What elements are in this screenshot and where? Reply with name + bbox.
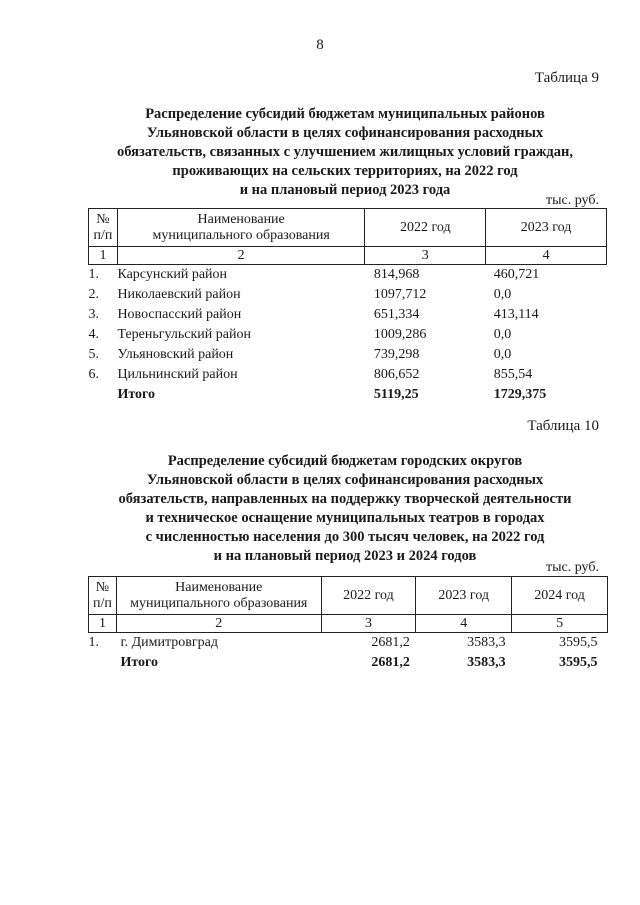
- total-2024: 3595,5: [559, 655, 598, 670]
- header-name: [117, 209, 364, 247]
- index-cell: 3: [321, 615, 416, 633]
- index-cell: 1: [89, 247, 118, 265]
- total-label: Итого: [117, 387, 156, 402]
- row-2023: 460,721: [493, 267, 540, 282]
- index-cell: 4: [416, 615, 512, 633]
- row-2022: 739,298: [373, 347, 420, 362]
- table9-index-row: [89, 247, 607, 265]
- table10-title: [85, 452, 605, 566]
- row-2022: 814,968: [373, 267, 420, 282]
- table9-title-line: обязательств, связанных с улучшением жилищных условий граждан,: [117, 144, 573, 160]
- table-row: [89, 325, 607, 345]
- row-name: Николаевский район: [117, 287, 241, 302]
- header-num-line2: п/п: [93, 595, 112, 611]
- table-row: [89, 265, 607, 286]
- row-num: 6.: [88, 367, 99, 382]
- table10-index-row: [89, 615, 608, 633]
- table9-total-row: [89, 385, 607, 405]
- index-cell: 2: [116, 615, 321, 633]
- index-cell: 4: [486, 247, 607, 265]
- table10-title-line: с численностью населения до 300 тысяч человек, на 2022 год: [145, 529, 545, 545]
- row-2023: 0,0: [493, 327, 512, 342]
- table10-header-row: [89, 577, 608, 615]
- row-name: Тереньгульский район: [117, 327, 251, 342]
- header-num: [89, 209, 118, 247]
- table9: [88, 208, 607, 405]
- table10-title-line: обязательств, направленных на поддержку творческой деятельности: [118, 491, 572, 507]
- header-name-line1: Наименование: [197, 211, 285, 227]
- table-row: [89, 285, 607, 305]
- table9-label: Таблица 9: [534, 70, 599, 86]
- row-2022: 2681,2: [371, 635, 410, 650]
- header-2024: 2024 год: [512, 577, 608, 615]
- table10-total-row: [89, 653, 608, 673]
- table10-title-line: и техническое оснащение муниципальных театров в городах: [145, 510, 545, 526]
- total-2023: 1729,375: [493, 387, 547, 402]
- row-2023: 3583,3: [467, 635, 506, 650]
- header-name-line1: Наименование: [175, 579, 263, 595]
- table-row: [89, 305, 607, 325]
- total-num: [89, 653, 117, 673]
- row-2023: 0,0: [493, 287, 512, 302]
- table10-title-line: Ульяновской области в целях софинансирования расходных: [146, 472, 544, 488]
- row-2022: 1009,286: [373, 327, 427, 342]
- total-label: Итого: [120, 655, 159, 670]
- index-cell: 5: [512, 615, 608, 633]
- table-row: [89, 345, 607, 365]
- table-row: [89, 633, 608, 654]
- index-cell: 2: [117, 247, 364, 265]
- row-2022: 806,652: [373, 367, 420, 382]
- table9-title-line: Ульяновской области в целях софинансирования расходных: [146, 125, 544, 141]
- row-2024: 3595,5: [559, 635, 598, 650]
- row-num: 5.: [88, 347, 99, 362]
- row-num: 4.: [88, 327, 99, 342]
- table10-label: Таблица 10: [527, 418, 599, 434]
- row-num: 1.: [88, 267, 99, 282]
- table10-title-line: Распределение субсидий бюджетам городских округов: [167, 453, 523, 469]
- row-2023: 855,54: [493, 367, 533, 382]
- row-2023: 0,0: [493, 347, 512, 362]
- header-2023: 2023 год: [416, 577, 512, 615]
- row-num: 2.: [88, 287, 99, 302]
- table10-title-line: и на плановый период 2023 и 2024 годов: [213, 548, 477, 564]
- row-num: 3.: [88, 307, 99, 322]
- header-name: [116, 577, 321, 615]
- row-2022: 1097,712: [373, 287, 427, 302]
- row-2022: 651,334: [373, 307, 420, 322]
- header-2022: 2022 год: [321, 577, 416, 615]
- total-2023: 3583,3: [467, 655, 506, 670]
- header-num-line2: п/п: [93, 227, 113, 243]
- header-2023: 2023 год: [486, 209, 607, 247]
- row-name: Новоспасский район: [117, 307, 242, 322]
- header-num: [89, 577, 117, 615]
- index-cell: 1: [89, 615, 117, 633]
- table9-title: [95, 105, 595, 200]
- header-2022: 2022 год: [365, 209, 486, 247]
- header-name-line2: муниципального образования: [130, 595, 308, 611]
- header-name-line2: муниципального образования: [152, 227, 330, 243]
- header-num-line1: №: [95, 579, 110, 595]
- total-num: [89, 385, 118, 405]
- row-num: 1.: [88, 635, 99, 650]
- table9-units: тыс. руб.: [546, 193, 599, 208]
- row-name: Цильнинский район: [117, 367, 238, 382]
- row-2023: 413,114: [493, 307, 539, 322]
- table9-title-line: и на плановый период 2023 года: [239, 182, 451, 198]
- row-name: г. Димитровград: [120, 635, 218, 650]
- table9-header-row: [89, 209, 607, 247]
- row-name: Ульяновский район: [117, 347, 234, 362]
- table9-title-line: Распределение субсидий бюджетам муниципальных районов: [145, 106, 545, 122]
- row-name: Карсунский район: [117, 267, 228, 282]
- header-num-line1: №: [96, 211, 110, 227]
- index-cell: 3: [365, 247, 486, 265]
- table10: [88, 576, 608, 673]
- total-2022: 5119,25: [373, 387, 419, 402]
- total-2022: 2681,2: [371, 655, 410, 670]
- table9-title-line: проживающих на сельских территориях, на 2022 год: [172, 163, 518, 179]
- table10-units: тыс. руб.: [546, 560, 599, 575]
- table-row: [89, 365, 607, 385]
- page-number: 8: [316, 37, 324, 53]
